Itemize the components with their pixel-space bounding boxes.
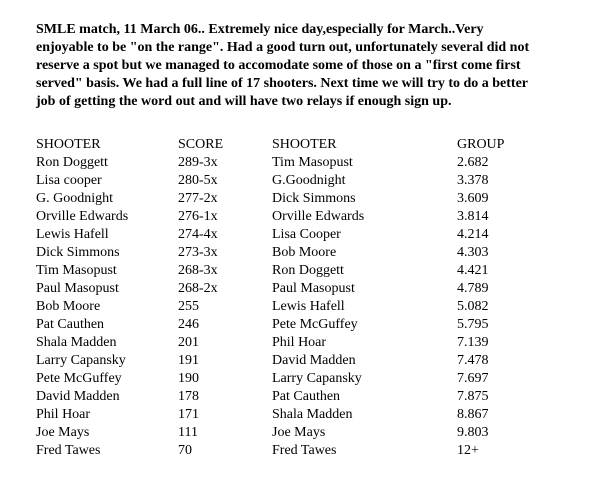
group-value: 4.421 [457,263,489,278]
group-value: 12+ [457,443,479,458]
group-value: 5.082 [457,299,489,314]
group-value: 4.789 [457,281,489,296]
score-value: 280-5x [178,173,218,188]
score-value: 246 [178,317,199,332]
group-shooter-name: Fred Tawes [272,443,337,458]
group-shooter-name: Bob Moore [272,245,337,260]
score-value: 255 [178,299,199,314]
group-value: 8.867 [457,407,489,422]
score-shooter-name: Shala Madden [36,335,117,350]
group-value: 7.875 [457,389,489,404]
intro-paragraph [36,21,596,111]
group-shooter-name: Tim Masopust [272,155,353,170]
group-value: 3.378 [457,173,489,188]
score-shooter-name: Joe Mays [36,425,90,440]
header-score: SCORE [178,137,224,152]
score-shooter-name: Tim Masopust [36,263,117,278]
group-shooter-name: Lewis Hafell [272,299,345,314]
group-shooter-name: Dick Simmons [272,191,356,206]
score-shooter-name: David Madden [36,389,120,404]
score-shooter-name: Pete McGuffey [36,371,122,386]
score-value: 268-3x [178,263,218,278]
score-shooter-name: Dick Simmons [36,245,120,260]
group-shooter-name: Paul Masopust [272,281,355,296]
score-value: 178 [178,389,199,404]
header-shooter-score: SHOOTER [36,137,101,152]
score-shooter-name: Larry Capansky [36,353,126,368]
group-shooter-name: Pat Cauthen [272,389,341,404]
header-shooter-group: SHOOTER [272,137,337,152]
group-value: 3.609 [457,191,489,206]
score-value: 274-4x [178,227,218,242]
intro-line: served" basis. We had a full line of 17 shooters. Next time we will try to do a better [36,76,529,91]
intro-line: SMLE match, 11 March 06.. Extremely nice day,especially for March..Very [36,22,484,37]
group-value: 2.682 [457,155,489,170]
score-shooter-name: Paul Masopust [36,281,119,296]
score-value: 201 [178,335,199,350]
intro-line: enjoyable to be "on the range". Had a good turn out, unfortunately several did not [36,40,530,55]
group-value: 5.795 [457,317,489,332]
score-value: 70 [178,443,192,458]
group-shooter-name: David Madden [272,353,356,368]
score-value: 273-3x [178,245,218,260]
score-shooter-name: Lewis Hafell [36,227,109,242]
score-value: 111 [178,425,198,440]
score-value: 190 [178,371,199,386]
score-shooter-name: Phil Hoar [36,407,91,422]
group-value: 4.214 [457,227,489,242]
score-value: 276-1x [178,209,218,224]
group-value: 4.303 [457,245,489,260]
score-value: 277-2x [178,191,218,206]
group-shooter-name: Larry Capansky [272,371,362,386]
group-shooter-name: Pete McGuffey [272,317,358,332]
score-shooter-name: Pat Cauthen [36,317,105,332]
group-shooter-name: G.Goodnight [272,173,346,188]
score-shooter-name: Fred Tawes [36,443,101,458]
group-shooter-name: Shala Madden [272,407,353,422]
group-shooter-name: Ron Doggett [272,263,344,278]
group-shooter-name: Joe Mays [272,425,326,440]
group-value: 7.139 [457,335,489,350]
score-shooter-name: Lisa cooper [36,173,102,188]
group-shooter-name: Orville Edwards [272,209,365,224]
score-value: 268-2x [178,281,218,296]
group-value: 3.814 [457,209,489,224]
score-value: 171 [178,407,199,422]
group-shooter-name: Lisa Cooper [272,227,341,242]
group-shooter-name: Phil Hoar [272,335,327,350]
intro-line: reserve a spot but we managed to accomodate some of those on a "first come first [36,58,521,73]
score-shooter-name: Orville Edwards [36,209,129,224]
header-group: GROUP [457,137,505,152]
intro-line: job of getting the word out and will have two relays if enough sign up. [36,94,452,109]
score-value: 289-3x [178,155,218,170]
group-value: 7.478 [457,353,489,368]
group-value: 9.803 [457,425,489,440]
score-shooter-name: Ron Doggett [36,155,108,170]
score-shooter-name: Bob Moore [36,299,101,314]
score-shooter-name: G. Goodnight [36,191,113,206]
score-value: 191 [178,353,199,368]
group-value: 7.697 [457,371,489,386]
